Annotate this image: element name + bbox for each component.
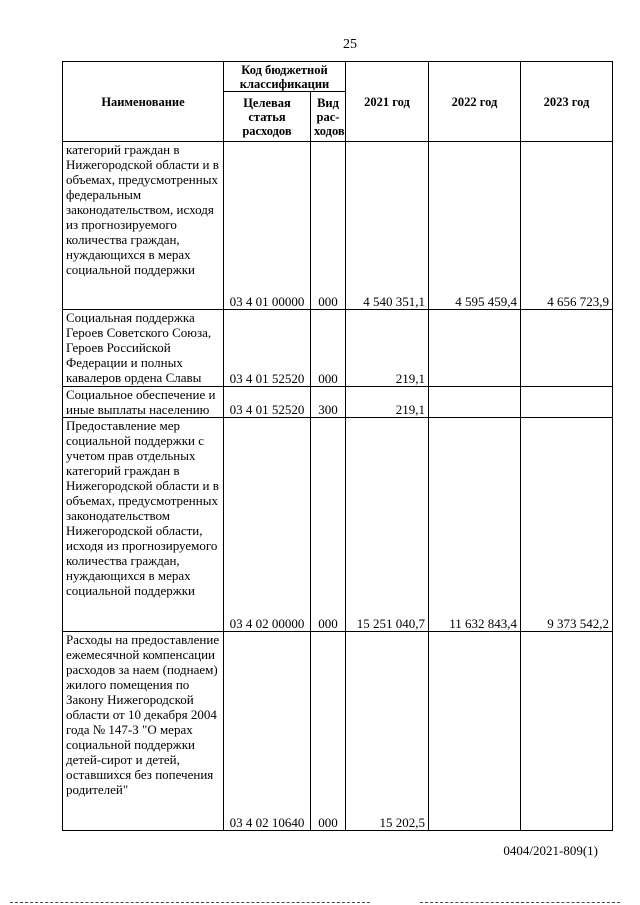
document-id: 0404/2021-809(1) (503, 843, 598, 858)
row-2021: 219,1 (346, 387, 429, 418)
row-2021: 15 202,5 (346, 632, 429, 831)
table-row (63, 387, 613, 418)
bottom-edge-divider (420, 902, 620, 903)
row-2023 (521, 387, 613, 418)
row-name: категорий граждан в Нижегородской области и в объемах, предусмотренных федеральным законодательством, исходя из прогнозируемого количества граждан, нуждающихся в мерах социальной поддержки (63, 142, 224, 310)
row-target-article: 03 4 02 10640 (224, 632, 311, 831)
row-2022 (429, 632, 521, 831)
header-name: Наименование (63, 62, 224, 142)
page-number: 25 (343, 37, 357, 52)
row-2021: 15 251 040,7 (346, 418, 429, 632)
row-expense-type: 000 (311, 418, 346, 632)
row-2022: 11 632 843,4 (429, 418, 521, 632)
header-budget-code: Код бюджетной классификации (224, 62, 346, 92)
row-target-article: 03 4 01 00000 (224, 142, 311, 310)
header-target-article: Целевая статья расходов (224, 92, 311, 142)
row-expense-type: 300 (311, 387, 346, 418)
row-name: Предоставление мер социальной поддержки с учетом прав отдельных категорий граждан в Нижегородской области и в объемах, предусмотренных законодательством Нижегородской области, исходя из прогнозируемого количества граждан, нуждающихся в мерах социальной поддержки (63, 418, 224, 632)
header-2021: 2021 год (346, 62, 429, 142)
row-2023 (521, 310, 613, 387)
row-2023: 4 656 723,9 (521, 142, 613, 310)
bottom-edge-divider (10, 902, 370, 903)
row-expense-type: 000 (311, 310, 346, 387)
row-name: Социальная поддержка Героев Советского Союза, Героев Российской Федерации и полных кавалеров ордена Славы (63, 310, 224, 387)
header-row-top (63, 62, 613, 92)
table-row (63, 310, 613, 387)
header-2023: 2023 год (521, 62, 613, 142)
row-target-article: 03 4 01 52520 (224, 387, 311, 418)
row-name: Социальное обеспечение и иные выплаты населению (63, 387, 224, 418)
row-expense-type: 000 (311, 142, 346, 310)
table-row (63, 632, 613, 831)
row-target-article: 03 4 02 00000 (224, 418, 311, 632)
row-2023 (521, 632, 613, 831)
row-2021: 219,1 (346, 310, 429, 387)
row-target-article: 03 4 01 52520 (224, 310, 311, 387)
row-2023: 9 373 542,2 (521, 418, 613, 632)
budget-table (62, 61, 613, 831)
row-2022: 4 595 459,4 (429, 142, 521, 310)
row-expense-type: 000 (311, 632, 346, 831)
header-2022: 2022 год (429, 62, 521, 142)
table-row (63, 142, 613, 310)
header-expense-type: Вид рас-ходов (311, 92, 346, 142)
row-2022 (429, 387, 521, 418)
row-2021: 4 540 351,1 (346, 142, 429, 310)
row-2022 (429, 310, 521, 387)
table-row (63, 418, 613, 632)
row-name: Расходы на предоставление ежемесячной компенсации расходов за наем (поднаем) жилого помещения по Закону Нижегородской области от 10 декабря 2004 года № 147-З "О мерах социальной поддержки детей-сирот и детей, оставшихся без попечения родителей" (63, 632, 224, 831)
